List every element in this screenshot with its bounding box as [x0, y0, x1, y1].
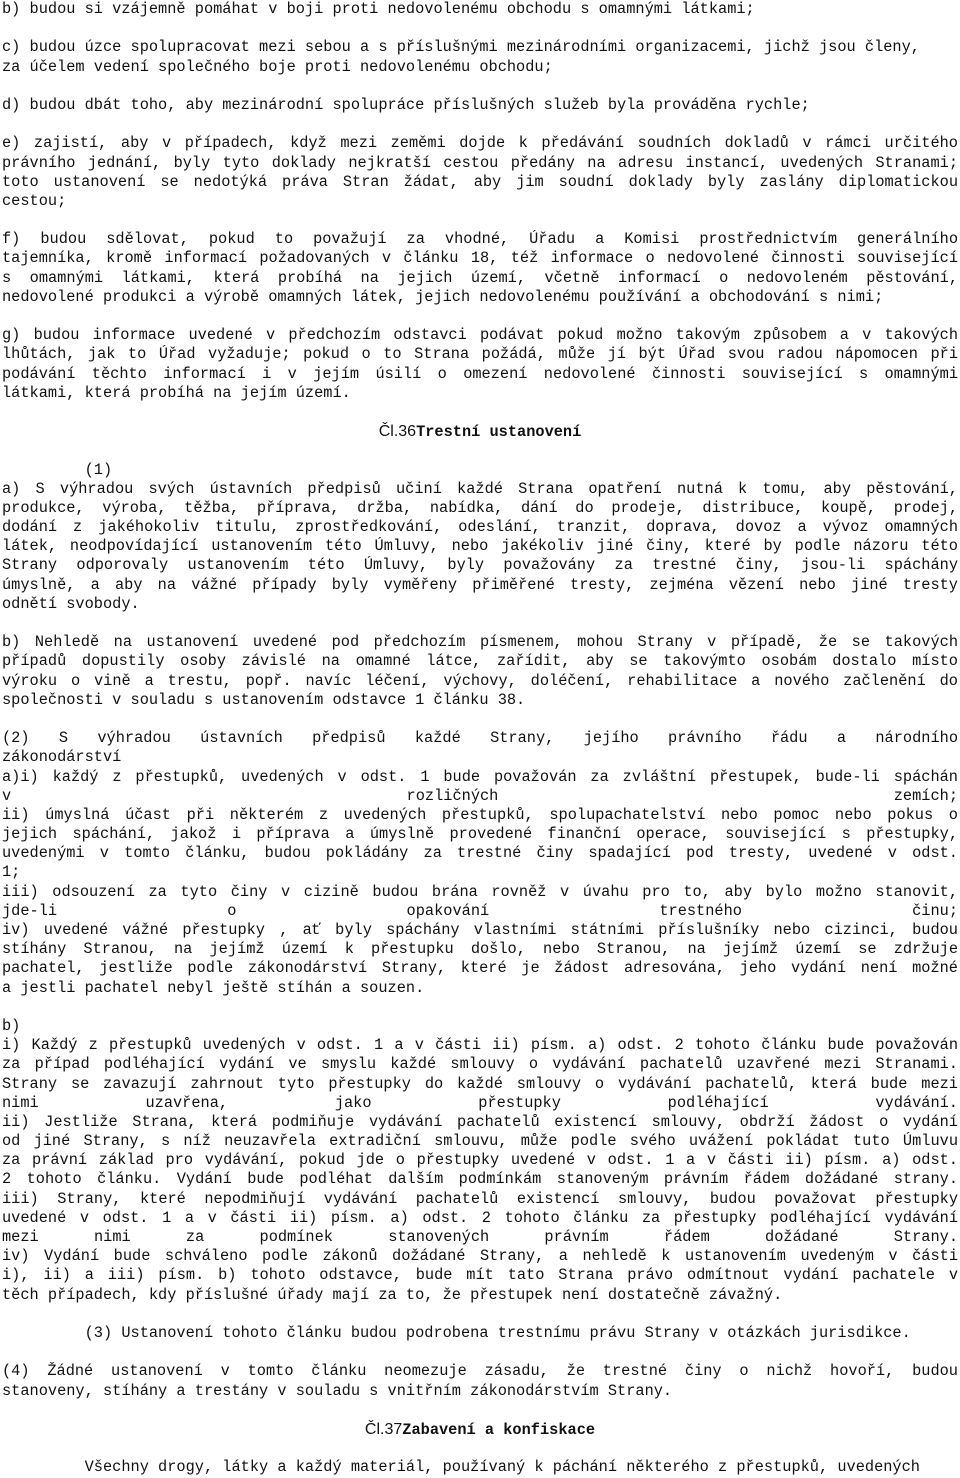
- text-line: toto ustanovení se nedotýká práva Stran žádat, aby jim soudní doklady byly zaslány diplomatickou: [2, 172, 958, 191]
- paragraph: [2, 230, 958, 307]
- text-line: (4) Žádné ustanovení v tomto článku neomezuje zásadu, že trestné činy o nichž hovoří, budou: [2, 1362, 958, 1381]
- paragraph: [2, 461, 958, 480]
- text-line: d) budou dbát toho, aby mezinárodní spolupráce příslušných služeb byla prováděna rychle;: [2, 95, 810, 114]
- text-line: iv) uvedené vážné přestupky , ať byly spáchány vlastními státními příslušníky nebo cizinci, budou: [2, 921, 958, 939]
- text-line: výroku o vině a trestu, popř. navíc léčení, výchovy, doléčení, rehabilitace a nového začlenění do: [2, 671, 958, 690]
- text-line: b): [2, 1016, 21, 1035]
- text-line: mezi nimi za podmínek stanovených právním řádem dožádané Strany.: [2, 1228, 958, 1246]
- paragraph: [2, 38, 958, 76]
- text-line: (2) S výhradou ústavních předpisů každé Strany, jejího právního řádu a národního: [2, 729, 958, 748]
- text-line: úmyslně, a aby na vážné případy byly vyměřeny přiměřené tresty, zejména vězení nebo jiné tresty: [2, 575, 958, 594]
- text-line: e) zajistí, aby v případech, když mezi zeměmi dojde k předávání soudních dokladů v rámci určitého: [2, 134, 958, 153]
- text-line: iii) odsouzení za tyto činy v cizině budou brána rovněž v úvahu pro to, aby bylo možno stanovit,: [2, 882, 958, 901]
- text-line: látkami, která probíhá na jejím území.: [2, 383, 351, 402]
- text-line: (3) Ustanovení tohoto článku budou podrobena trestnímu právu Strany v otázkách jurisdikce.: [2, 1323, 911, 1342]
- text-line: b) budou si vzájemně pomáhat v boji proti nedovolenému obchodu s omamnými látkami;: [2, 0, 755, 18]
- text-line: a) S výhradou svých ústavních předpisů učiní každé Strana opatření nutná k tomu, aby pěstování,: [2, 479, 958, 498]
- text-line: odnětí svobody.: [2, 594, 140, 613]
- article-title: Trestní ustanovení: [416, 423, 582, 442]
- paragraph: [2, 1362, 958, 1400]
- text-line: těch případech, kdy příslušné úřady mají za to, že přestupek není dostatečně závažný.: [2, 1285, 783, 1304]
- paragraph: [2, 633, 958, 710]
- spacer: [2, 1305, 958, 1324]
- text-line: ii) úmyslná účast při některém z uvedených přestupků, spolupachatelství nebo pomoc nebo pokus o: [2, 805, 958, 824]
- spacer: [2, 307, 958, 326]
- text-line: Všechny drogy, látky a každý materiál, používaný k páchání některého z přestupků, uvedených: [2, 1458, 920, 1477]
- paragraph: [2, 1017, 958, 1305]
- paragraph: [2, 96, 958, 115]
- text-line: právního jednání, byly tyto doklady nejkratší cestou předány na adresu instancí, uvedených Stranami;: [2, 153, 958, 172]
- text-line: za účelem vedení společného boje proti nedovolenému obchodu;: [2, 57, 553, 76]
- spacer: [2, 1401, 958, 1420]
- spacer: [2, 998, 958, 1017]
- text-line: podávání těchto informací i v jejím úsilí o omezení nedovolené činnosti související s omamnými: [2, 364, 958, 383]
- text-line: nimi uzavřena, jako přestupky podléhající vydávání.: [2, 1093, 958, 1112]
- text-line: stíhány Stranou, na jejímž území k přestupku došlo, nebo Stranou, na jejímž území se zdržuje: [2, 940, 958, 959]
- text-line: látek, neodpovídající ustanovením této Úmluvy, nebo jakékoliv jiné činy, které by podle názoru této: [2, 537, 958, 556]
- text-line: Strany odporovaly ustanovením této Úmluvy, byly považovány za trestné činy, jsou-li spáchány: [2, 556, 958, 575]
- article-heading: [2, 1420, 958, 1439]
- text-line: případů dopustily osoby závislé na omamné látce, zařídit, aby se takovýmto osobám dostalo místo: [2, 652, 958, 671]
- text-line: 2 tohoto článku. Vydání bude podléhat dalším podmínkám stanoveným právním řádem dožádané strany.: [2, 1170, 958, 1189]
- text-line: cestou;: [2, 191, 67, 210]
- text-line: f) budou sdělovat, pokud to považují za vhodné, Úřadu a Komisi prostřednictvím generálního: [2, 230, 958, 249]
- text-line: c) budou úzce spolupracovat mezi sebou a s příslušnými mezinárodními organizacemi, jichž jsou členy,: [2, 38, 920, 57]
- spacer: [2, 441, 958, 460]
- spacer: [2, 710, 958, 729]
- paragraph: [2, 0, 958, 19]
- text-line: v rozličných zemích;: [2, 786, 958, 805]
- text-line: a)i) každý z přestupků, uvedených v odst. 1 bude považován za zvláštní přestupek, bude-li spáchán: [2, 767, 958, 786]
- text-line: tajemníka, kromě informací požadovaných v článku 18, též informace o nedovolené činnosti související: [2, 249, 958, 268]
- text-line: od jiné Strany, s níž neuzavřela extradiční smlouvu, může podle svého uvážení pokládat tuto Úmluvu: [2, 1132, 958, 1151]
- text-line: jde-li o opakování trestného činu;: [2, 901, 958, 920]
- article-heading: [2, 422, 958, 441]
- text-line: produkce, výroba, těžba, příprava, držba, nabídka, dání do prodeje, distribuce, koupě, prodej,: [2, 498, 958, 517]
- text-line: společnosti v souladu s ustanovením odstavce 1 článku 38.: [2, 690, 526, 709]
- text-line: i), ii) a iii) písm. b) tohoto odstavce, bude mít tato Strana právo odmítnout vydání pachatele v: [2, 1266, 958, 1285]
- article-title: Zabavení a konfiskace: [402, 1420, 596, 1439]
- text-line: 1;: [2, 863, 21, 882]
- text-line: dodání z jakéhokoliv titulu, zprostředkování, odeslání, tranzit, doprava, dovoz a vývoz omamných: [2, 518, 958, 537]
- paragraph: [2, 1458, 958, 1477]
- spacer: [2, 614, 958, 633]
- text-line: g) budou informace uvedené v předchozím odstavci podávat pokud možno takovým způsobem a v takových: [2, 326, 958, 345]
- text-line: iii) Strany, které nepodmiňují vydávání pachatelů existencí smlouvy, budou považovat přestupky: [2, 1189, 958, 1208]
- paragraph: [2, 134, 958, 211]
- text-line: zákonodárství: [2, 748, 122, 767]
- article-number: Čl.37: [364, 1420, 403, 1438]
- text-line: (1): [2, 460, 113, 479]
- text-line: lhůtách, jak to Úřad vyžaduje; pokud o to Strana požádá, může jí být Úřad svou radou nápomocen při: [2, 345, 958, 364]
- text-line: za právní základ pro vydávání, pokud jde o přestupky uvedené v odst. 1 a v části ii) písm. a) odst.: [2, 1151, 958, 1170]
- spacer: [2, 1343, 958, 1362]
- text-line: b) Nehledě na ustanovení uvedené pod předchozím písmenem, mohou Strany v případě, že se takových: [2, 633, 958, 652]
- text-line: Strany se zavazují zahrnout tyto přestupky do každé smlouvy o vydávání pachatelů, která bude mezi: [2, 1074, 958, 1093]
- spacer: [2, 403, 958, 422]
- text-line: uvedenými v tomto článku, budou pokládány za trestné činy spadající pod tresty, uvedené v odst.: [2, 844, 958, 863]
- text-line: a jestli pachatel nebyl ještě stíhán a souzen.: [2, 978, 425, 997]
- paragraph: [2, 1324, 958, 1343]
- text-line: ii) Jestliže Strana, která podmiňuje vydávání pachatelů existencí smlouvy, obdrží žádost o vydání: [2, 1112, 958, 1131]
- text-line: iv) Vydání bude schváleno podle zákonů dožádané Strany, a nehledě k ustanovením uvedeným v části: [2, 1247, 958, 1266]
- spacer: [2, 211, 958, 230]
- text-line: stanoveny, stíhány a trestány v souladu s vnitřním zákonodárstvím Strany.: [2, 1381, 673, 1400]
- text-line: za případ podléhající vydání ve smyslu každé smlouvy o vydávání pachatelů uzavřené mezi Stranami.: [2, 1055, 958, 1074]
- text-line: nedovolené produkci a výrobě omamných látek, jejich nedovolenému používání a obchodování s nimi;: [2, 287, 884, 306]
- spacer: [2, 19, 958, 38]
- paragraph: [2, 480, 958, 614]
- text-line: pachatel, jestliže podle zákonodárství Strany, které je žádost adresována, jeho vydání není možné: [2, 959, 958, 978]
- paragraph: [2, 326, 958, 403]
- text-line: s omamnými látkami, která probíhá na jejich území, včetně informací o nedovoleném pěstování,: [2, 268, 958, 287]
- spacer: [2, 115, 958, 134]
- spacer: [2, 77, 958, 96]
- text-line: jejich spáchání, jakož i příprava a úmyslně provedené finanční operace, související s přestupky,: [2, 825, 958, 844]
- text-line: i) Každý z přestupků uvedených v odst. 1 a v části ii) písm. a) odst. 2 tohoto článku bude považován: [2, 1036, 958, 1055]
- spacer: [2, 1439, 958, 1458]
- text-line: uvedené v odst. 1 a v části ii) písm. a) odst. 2 tohoto článku za přestupky podléhající vydávání: [2, 1208, 958, 1227]
- paragraph: [2, 729, 958, 998]
- article-number: Čl.36: [378, 423, 417, 441]
